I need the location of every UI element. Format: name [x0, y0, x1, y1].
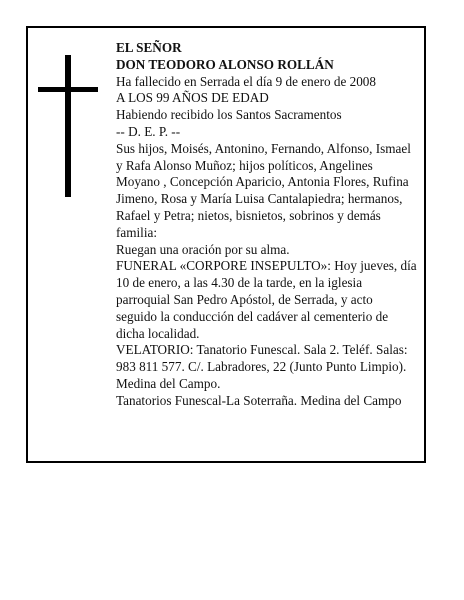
funeral-line: 10 de enero, a las 4.30 de la tarde, en la iglesia [116, 275, 363, 291]
funeral-home-line: Tanatorios Funescal-La Soterraña. Medina del Campo [116, 392, 402, 408]
funeral-line: dicha localidad. [116, 325, 200, 341]
obituary-notice [26, 26, 426, 463]
funeral-line: parroquial San Pedro Apóstol, de Serrada, y acto [116, 291, 373, 307]
cross-icon [38, 55, 98, 197]
wake-line: Medina del Campo. [116, 375, 221, 391]
family-line: y Rafa Alonso Muñoz; hijos políticos, Angelines [116, 157, 373, 173]
wake-line: VELATORIO: Tanatorio Funescal. Sala 2. Teléf. Salas: [116, 342, 408, 358]
age-line: A LOS 99 AÑOS DE EDAD [116, 90, 269, 106]
family-line: familia: [116, 224, 158, 240]
notice-text [116, 40, 426, 410]
cross-horizontal-bar [38, 87, 98, 92]
funeral-line: seguido la conducción del cadáver al cementerio de [116, 308, 389, 324]
cross-vertical-bar [65, 55, 71, 197]
wake-line: 983 811 577. C/. Labradores, 22 (Junto Punto Limpio). [116, 359, 407, 375]
family-line: Moyano , Concepción Aparicio, Antonia Flores, Rufina [116, 174, 409, 190]
notice-heading: EL SEÑOR [116, 40, 182, 55]
sacraments-line: Habiendo recibido los Santos Sacramentos [116, 107, 342, 123]
prayer-line: Ruegan una oración por su alma. [116, 241, 290, 257]
family-line: Sus hijos, Moisés, Antonino, Fernando, Alfonso, Ismael [116, 140, 411, 156]
family-line: Jimeno, Rosa y María Luisa Cantalapiedra; hermanos, [116, 191, 403, 207]
rip-line: -- D. E. P. -- [116, 123, 181, 139]
deceased-name: DON TEODORO ALONSO ROLLÁN [116, 56, 334, 72]
family-line: Rafael y Petra; nietos, bisnietos, sobrinos y demás [116, 207, 381, 223]
funeral-line: FUNERAL «CORPORE INSEPULTO»: Hoy jueves, día [116, 258, 417, 274]
death-date-line: Ha fallecido en Serrada el día 9 de enero de 2008 [116, 73, 376, 89]
